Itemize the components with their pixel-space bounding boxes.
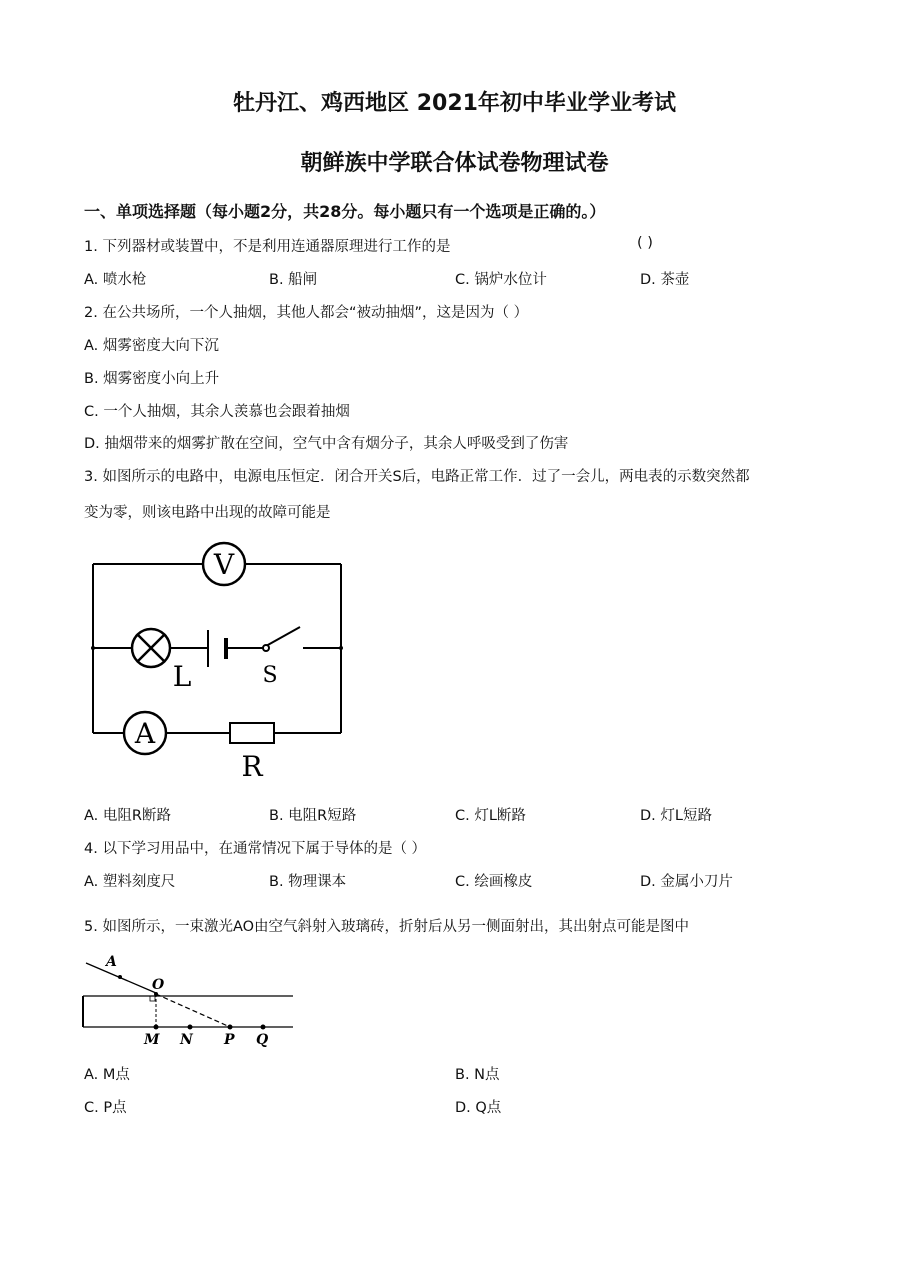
page-title-line2: 朝鲜族中学联合体试卷物理试卷: [300, 151, 609, 176]
q5-option-b[interactable]: B. N点: [455, 1067, 500, 1083]
q3-option-b[interactable]: B. 电阻R短路: [269, 808, 357, 824]
q4-stem: 4. 以下学习用品中，在通常情况下属于导体的是（ ）: [84, 841, 427, 857]
q1-option-c[interactable]: C. 锅炉水位计: [455, 272, 547, 288]
q1-option-d[interactable]: D. 茶壶: [640, 272, 690, 288]
q1-answer-bracket: ( ): [637, 235, 653, 251]
q5-option-a[interactable]: A. M点: [84, 1067, 130, 1083]
label-p: P: [224, 1032, 235, 1048]
q4-option-c[interactable]: C. 绘画橡皮: [455, 874, 533, 890]
q1-option-b[interactable]: B. 船闸: [269, 272, 318, 288]
point-n: [188, 1025, 193, 1030]
switch-label: S: [262, 663, 278, 688]
q1-stem: 1. 下列器材或装置中，不是利用连通器原理进行工作的是: [84, 239, 451, 255]
label-m: M: [144, 1032, 160, 1048]
label-a: A: [106, 954, 117, 970]
point-q: [261, 1025, 266, 1030]
q5-option-d[interactable]: D. Q点: [455, 1100, 502, 1116]
q3-stem-line1: 3. 如图所示的电路中，电源电压恒定．闭合开关S后，电路正常工作．过了一会儿，两电表的示数突然都: [84, 469, 750, 485]
q3-stem-line2: 变为零，则该电路中出现的故障可能是: [84, 505, 331, 521]
point-p: [228, 1025, 233, 1030]
q3-option-c[interactable]: C. 灯L断路: [455, 808, 526, 824]
q2-stem: 2. 在公共场所，一个人抽烟，其他人都会“被动抽烟”，这是因为（ ）: [84, 305, 529, 321]
q4-option-b[interactable]: B. 物理课本: [269, 874, 347, 890]
q5-option-c[interactable]: C. P点: [84, 1100, 127, 1116]
page-title-line1: 牡丹江、鸡西地区 2021年初中毕业学业考试: [233, 91, 676, 116]
voltmeter-label: V: [213, 548, 235, 581]
label-q: Q: [256, 1032, 269, 1048]
q2-option-b[interactable]: B. 烟雾密度小向上升: [84, 371, 220, 387]
q4-option-a[interactable]: A. 塑料刻度尺: [84, 874, 176, 890]
point-m: [154, 1025, 159, 1030]
q2-option-a[interactable]: A. 烟雾密度大向下沉: [84, 338, 219, 354]
ammeter-label: A: [134, 717, 156, 750]
section-heading: 一、单项选择题（每小题2分，共28分。每小题只有一个选项是正确的。）: [84, 202, 606, 221]
q3-option-a[interactable]: A. 电阻R断路: [84, 808, 171, 824]
q2-option-c[interactable]: C. 一个人抽烟，其余人羡慕也会跟着抽烟: [84, 404, 350, 420]
resistor-label: R: [241, 750, 263, 783]
lamp-label: L: [172, 660, 192, 693]
label-o: O: [152, 977, 165, 993]
q3-option-d[interactable]: D. 灯L短路: [640, 808, 712, 824]
q2-option-d[interactable]: D. 抽烟带来的烟雾扩散在空间，空气中含有烟分子，其余人呼吸受到了伤害: [84, 436, 569, 452]
q5-stem: 5. 如图所示，一束激光AO由空气斜射入玻璃砖，折射后从另一侧面射出，其出射点可能是图中: [84, 919, 690, 935]
q4-option-d[interactable]: D. 金属小刀片: [640, 874, 733, 890]
q1-option-a[interactable]: A. 喷水枪: [84, 272, 147, 288]
label-n: N: [180, 1032, 193, 1048]
